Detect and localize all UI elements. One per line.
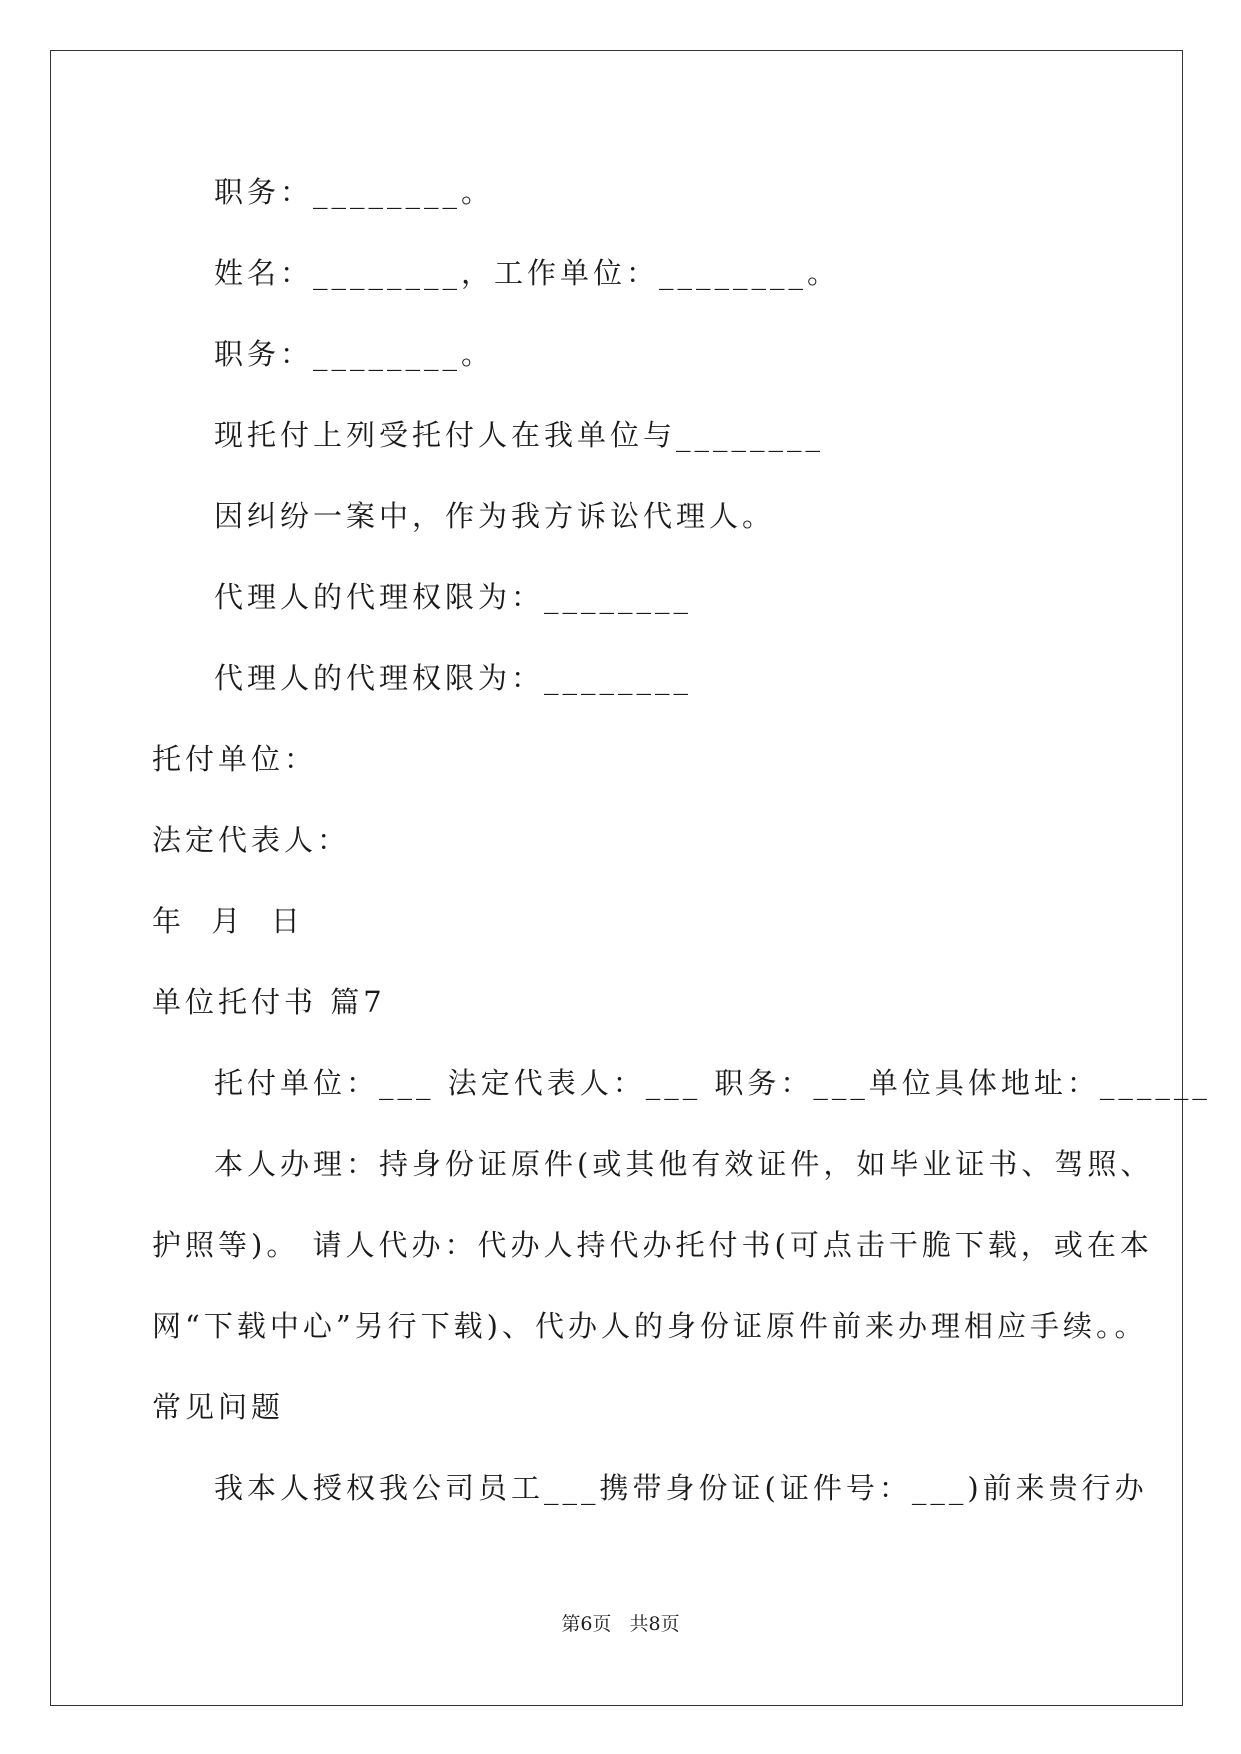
text-line-name-employer: 姓名：________，工作单位：________。 xyxy=(214,256,841,290)
page-number-footer: 第6页 共8页 xyxy=(561,1613,680,1635)
text-line-dispute-case: 因纠纷一案中，作为我方诉讼代理人。 xyxy=(214,499,776,533)
text-line-authorization: 我本人授权我公司员工___携带身份证(证件号：___)前来贵行办 xyxy=(214,1471,1148,1505)
text-line-agent-authority-2: 代理人的代理权限为：________ xyxy=(214,661,693,695)
text-line-legal-representative: 法定代表人： xyxy=(152,823,351,857)
text-line-date: 年 月 日 xyxy=(152,904,304,938)
text-line-entrust-statement: 现托付上列受托付人在我单位与________ xyxy=(214,418,825,452)
text-line-in-person: 本人办理：持身份证原件(或其他有效证件，如毕业证书、驾照、 xyxy=(214,1147,1154,1181)
text-line-entrusting-unit: 托付单位： xyxy=(152,742,318,776)
section-heading: 单位托付书 篇7 xyxy=(152,985,386,1019)
faq-heading: 常见问题 xyxy=(152,1390,285,1424)
text-line-position-2: 职务：________。 xyxy=(214,337,495,371)
text-line-position-1: 职务：________。 xyxy=(214,175,495,209)
page-border xyxy=(50,50,1183,1706)
text-line-proxy-1: 护照等)。 请人代办：代办人持代办托付书(可点击干脆下载，或在本 xyxy=(152,1228,1153,1262)
text-line-unit-details: 托付单位：___ 法定代表人：___ 职务：___单位具体地址：______ xyxy=(214,1066,1211,1100)
text-line-agent-authority-1: 代理人的代理权限为：________ xyxy=(214,580,693,614)
text-line-proxy-2: 网“下载中心”另行下载)、代办人的身份证原件前来办理相应手续。。 xyxy=(152,1309,1148,1343)
